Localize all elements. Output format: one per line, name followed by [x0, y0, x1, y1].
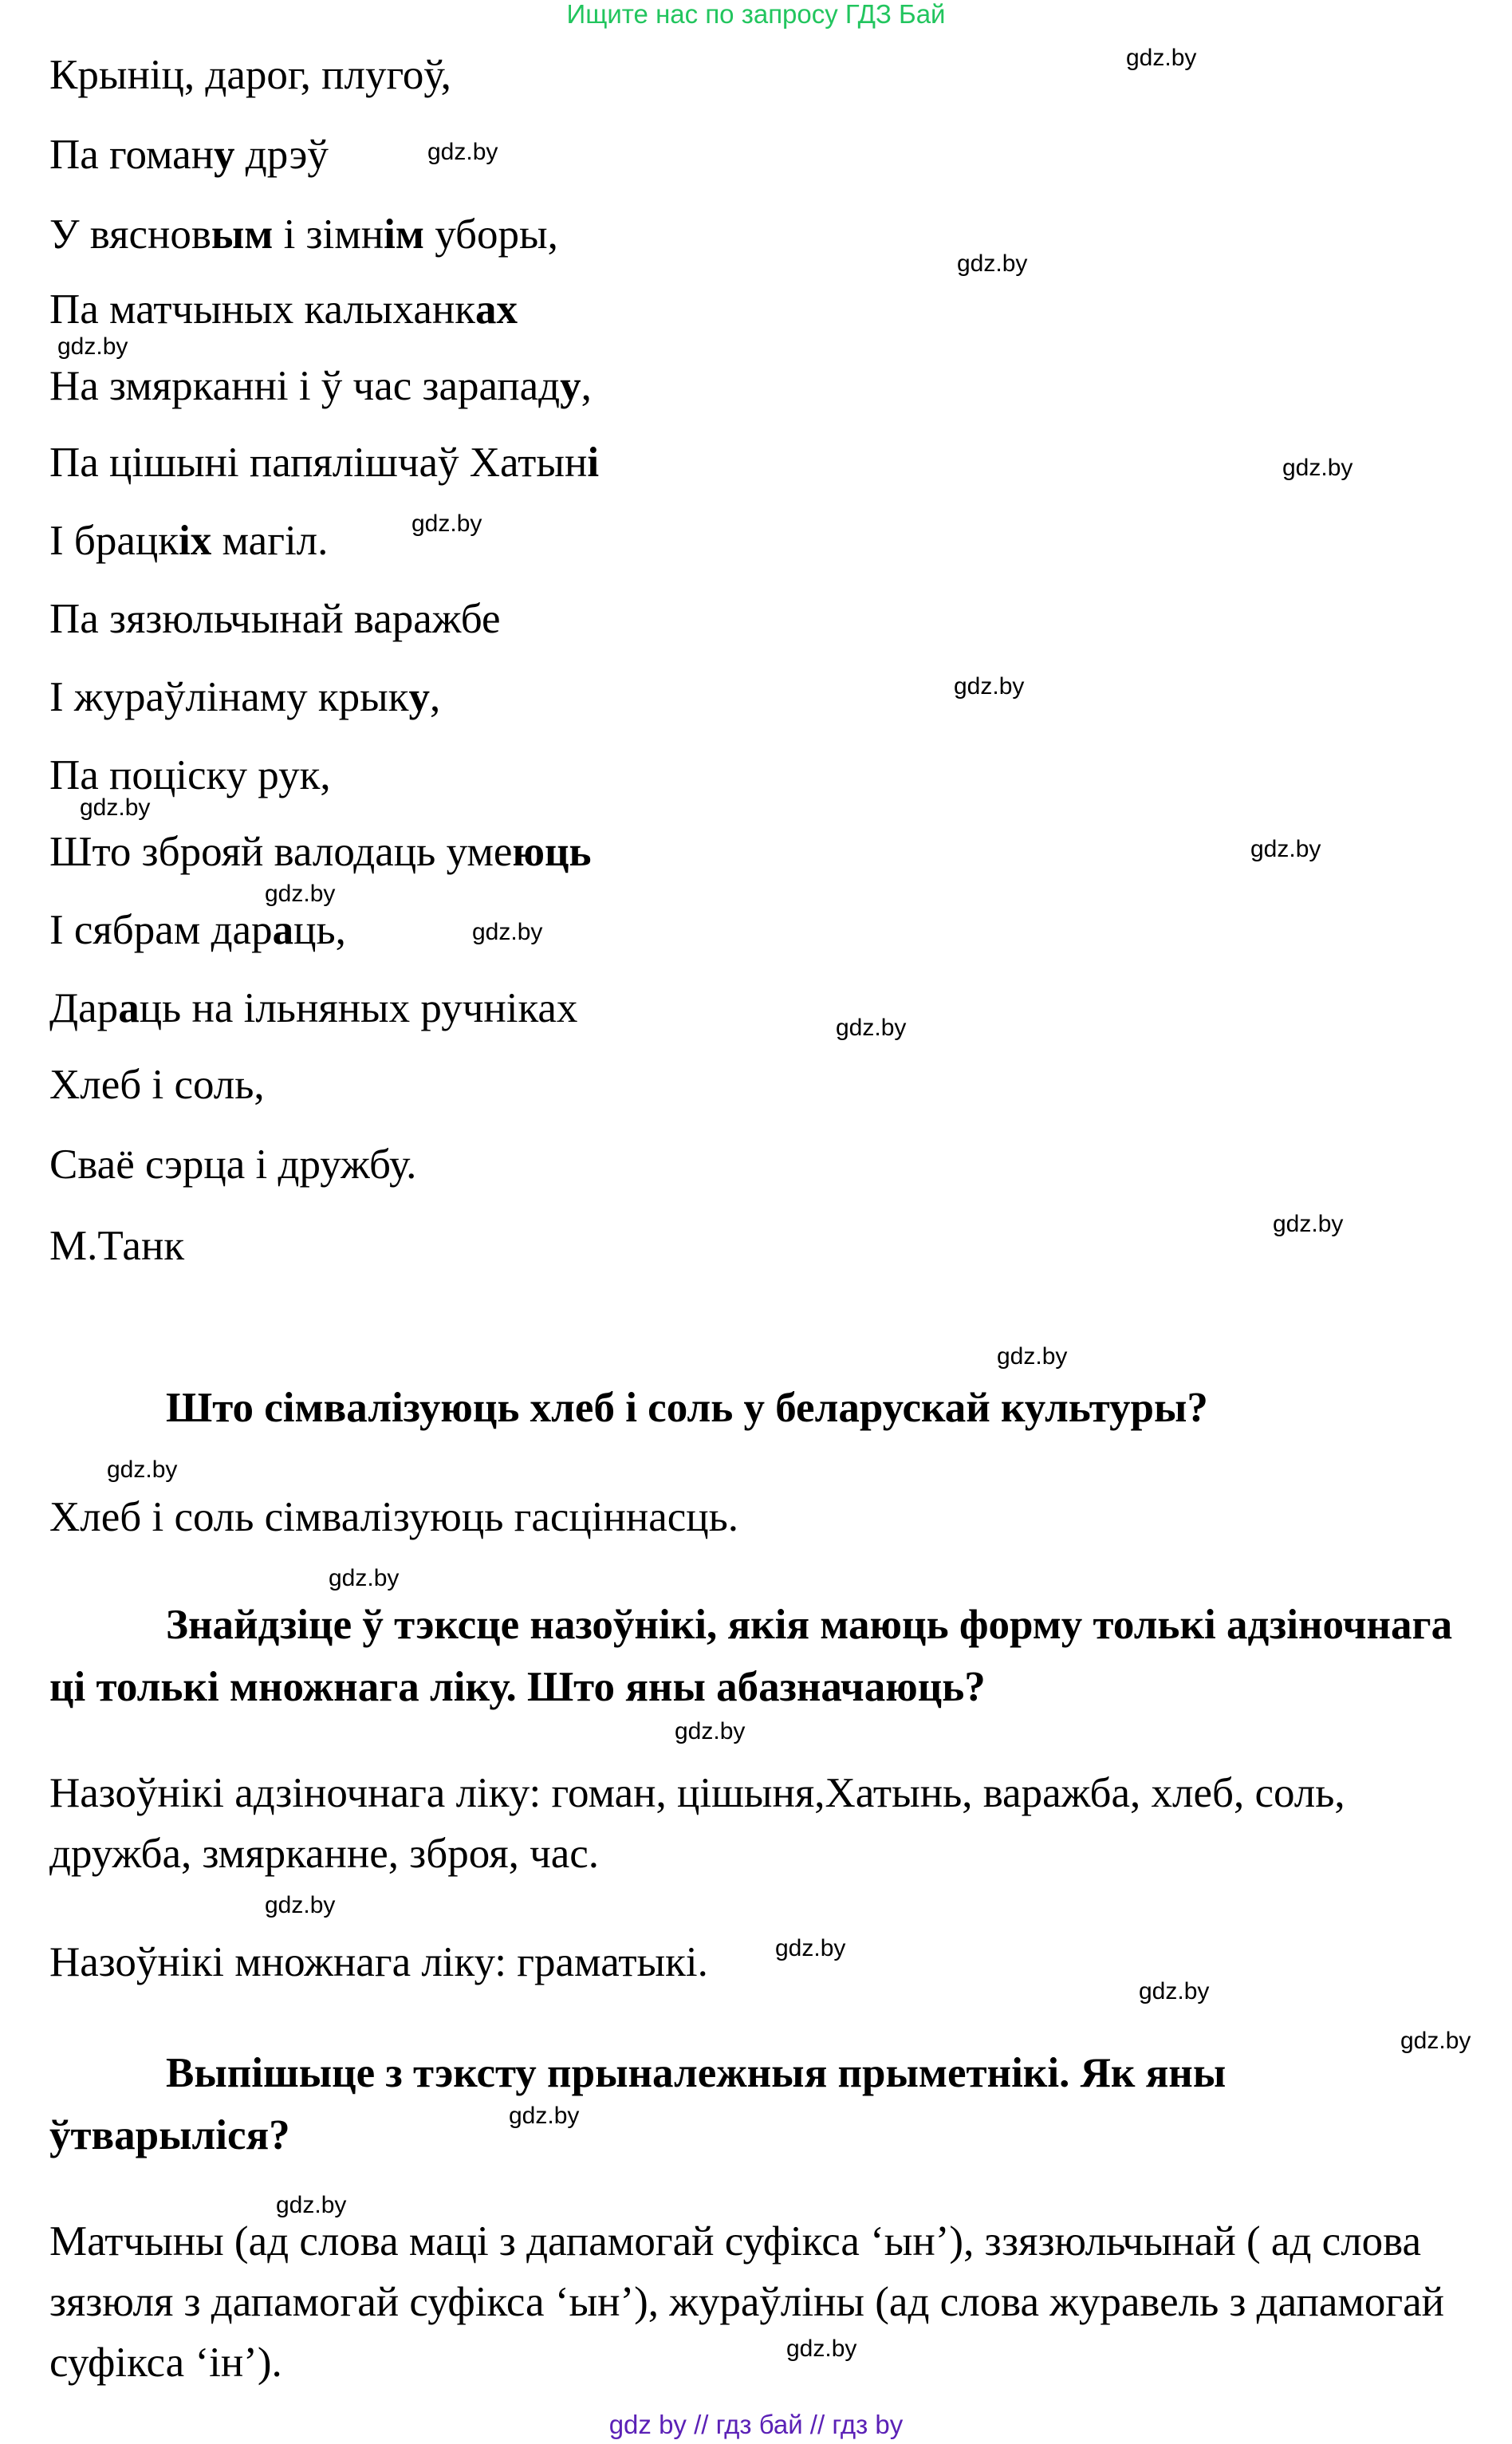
bold-ending: ах [474, 286, 518, 333]
watermark: gdz.by [775, 1935, 846, 1961]
watermark: gdz.by [329, 1565, 400, 1591]
watermark: gdz.by [509, 2103, 580, 2129]
watermark: gdz.by [675, 1718, 746, 1744]
poem-line-8: Па зязюльчынай варажбе [49, 596, 501, 642]
watermark: gdz.by [265, 881, 336, 907]
question-1: Што сімвалізуюць хлеб і соль у беларускай культуры? [166, 1385, 1208, 1431]
bold-ending: юць [512, 829, 592, 875]
bold-ending: а [272, 907, 294, 953]
question-3: Выпішыце з тэксту прыналежныя прыметнікі. Як яны ўтварыліся? [49, 2050, 1227, 2158]
text: Дар [49, 985, 119, 1031]
watermark: gdz.by [80, 794, 151, 821]
poem-author: М.Танк [49, 1223, 185, 1269]
text: І жураўлінаму крык [49, 674, 409, 720]
poem-line-15: Сваё сэрца і дружбу. [49, 1141, 417, 1188]
watermark: gdz.by [265, 1892, 336, 1918]
poem-line-9 [49, 672, 440, 723]
answer-3: Матчыны (ад слова маці з дапамогай суфікса ‘ын’), ззязюльчынай ( ад слова зязюля з дапамогай суфікса ‘ын’), жураўліны (ад слова журавель з дапамогай суфікса ‘ін’). [49, 2218, 1445, 2386]
poem-line-10: Па поціску рук, [49, 752, 331, 798]
watermark: gdz.by [1400, 2028, 1471, 2054]
text: На змярканні і ў час зарапад [49, 363, 561, 409]
poem-line-6 [49, 437, 599, 488]
answer-2-singular: Назоўнікі адзіночнага ліку: гоман, цішыня,Хатынь, варажба, хлеб, соль, дружба, змярканне, зброя, час. [49, 1770, 1345, 1877]
poem-line-12 [49, 905, 346, 956]
text: дрэў [234, 132, 329, 178]
poem-line-5 [49, 361, 592, 412]
watermark: gdz.by [1273, 1211, 1344, 1237]
poem-line-7 [49, 515, 328, 566]
text: , [581, 363, 592, 409]
question-2: Знайдзіце ў тэксце назоўнікі, якія маюць форму толькі адзіночнага ці толькі множнага ліку. Што яны абазначаюць? [49, 1602, 1453, 1710]
bold-ending: іх [179, 518, 212, 564]
footer-links[interactable]: gdz by // гдз бай // гдз by [608, 2410, 904, 2439]
watermark: gdz.by [786, 2336, 857, 2362]
bold-ending: і [587, 440, 600, 486]
poem-line-2 [49, 129, 329, 180]
text: ць на ільняных ручніках [139, 985, 578, 1031]
watermark: gdz.by [836, 1015, 907, 1041]
watermark: gdz.by [276, 2192, 347, 2218]
poem-line-13 [49, 983, 577, 1034]
answer-2-plural: Назоўнікі множнага ліку: граматыкі. [49, 1939, 708, 1985]
text: У вяснов [49, 211, 211, 258]
text: Па гоман [49, 132, 215, 178]
text: ць, [293, 907, 346, 953]
poem-line-4 [49, 284, 518, 335]
watermark: gdz.by [997, 1343, 1068, 1370]
poem-line-14: Хлеб і соль, [49, 1062, 265, 1108]
bold-ending: у [408, 674, 430, 720]
poem-line-11 [49, 826, 592, 877]
bold-ending: у [214, 132, 235, 178]
bold-ending: ым [211, 211, 274, 258]
watermark: gdz.by [1139, 1978, 1210, 2004]
text: магіл. [211, 518, 329, 564]
watermark: gdz.by [107, 1457, 178, 1483]
watermark: gdz.by [954, 673, 1025, 700]
watermark: gdz.by [427, 139, 498, 165]
watermark: gdz.by [1282, 455, 1353, 481]
bold-ending: а [118, 985, 140, 1031]
watermark: gdz.by [1250, 836, 1321, 862]
watermark: gdz.by [1126, 45, 1197, 71]
top-banner: Ищите нас по запросу ГДЗ Бай [566, 0, 946, 29]
text: Па матчыных калыханк [49, 286, 475, 333]
watermark: gdz.by [957, 250, 1028, 277]
text: уборы, [424, 211, 558, 258]
watermark: gdz.by [472, 919, 543, 945]
poem-line-1: Крыніц, дарог, плугоў, [49, 52, 451, 98]
poem-line-3 [49, 209, 558, 260]
answer-1: Хлеб і соль сімвалізуюць гасціннасць. [49, 1494, 739, 1540]
text: Што зброяй валодаць уме [49, 829, 513, 875]
bold-ending: ім [384, 211, 424, 258]
watermark: gdz.by [57, 333, 128, 360]
bold-ending: у [560, 363, 581, 409]
text: І брацк [49, 518, 179, 564]
text: І сябрам дар [49, 907, 273, 953]
watermark: gdz.by [411, 510, 482, 537]
text: Па цішыні папялішчаў Хатын [49, 440, 588, 486]
text: і зімн [273, 211, 384, 258]
text: , [430, 674, 441, 720]
